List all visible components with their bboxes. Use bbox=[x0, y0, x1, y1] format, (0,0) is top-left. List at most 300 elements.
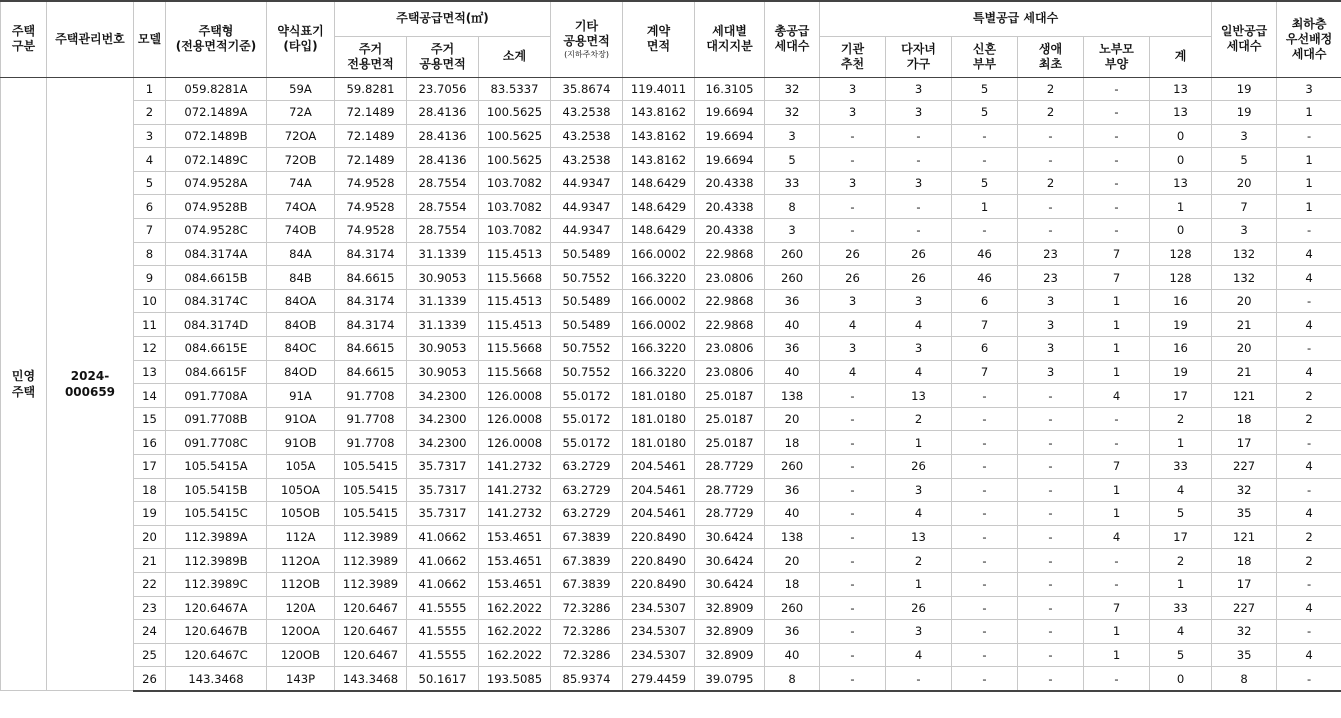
table-row bbox=[1, 195, 1341, 219]
table-cell: 20 bbox=[765, 407, 820, 431]
table-cell: 4 bbox=[1277, 643, 1341, 667]
table-cell: 1 bbox=[1084, 360, 1150, 384]
table-cell: 21 bbox=[134, 549, 166, 573]
table-cell: 19 bbox=[134, 502, 166, 526]
table-cell: 8 bbox=[1212, 667, 1277, 691]
table-cell: 23 bbox=[1018, 266, 1084, 290]
table-cell: 30.6424 bbox=[695, 572, 765, 596]
table-cell: 105OA bbox=[267, 478, 335, 502]
table-cell: 35 bbox=[1212, 502, 1277, 526]
table-row bbox=[1, 502, 1341, 526]
table-cell: 32 bbox=[765, 77, 820, 101]
table-cell: 19 bbox=[1212, 77, 1277, 101]
table-cell: 25.0187 bbox=[695, 431, 765, 455]
table-cell: 91OA bbox=[267, 407, 335, 431]
table-cell: - bbox=[1018, 148, 1084, 172]
table-cell: 30.9053 bbox=[407, 266, 479, 290]
table-cell: 103.7082 bbox=[479, 171, 551, 195]
table-cell: - bbox=[820, 667, 886, 691]
table-cell: 115.4513 bbox=[479, 242, 551, 266]
table-cell: 41.5555 bbox=[407, 620, 479, 644]
table-cell: 143P bbox=[267, 667, 335, 691]
table-row bbox=[1, 124, 1341, 148]
table-cell: - bbox=[820, 478, 886, 502]
table-cell: 67.3839 bbox=[551, 549, 623, 573]
table-cell: 3 bbox=[820, 337, 886, 361]
table-cell: 28.4136 bbox=[407, 124, 479, 148]
table-cell: 72.1489 bbox=[335, 124, 407, 148]
table-cell: 55.0172 bbox=[551, 384, 623, 408]
table-cell: 35.7317 bbox=[407, 502, 479, 526]
table-cell: 3 bbox=[820, 77, 886, 101]
table-cell: 143.3468 bbox=[335, 667, 407, 691]
table-cell: 5 bbox=[1150, 502, 1212, 526]
table-cell: 28.4136 bbox=[407, 148, 479, 172]
table-cell: - bbox=[820, 525, 886, 549]
table-cell: 20 bbox=[1212, 337, 1277, 361]
table-cell: 072.1489C bbox=[166, 148, 267, 172]
table-cell: 84.3174 bbox=[335, 313, 407, 337]
table-cell: 112.3989 bbox=[335, 525, 407, 549]
table-cell: - bbox=[820, 124, 886, 148]
table-cell: 3 bbox=[886, 77, 952, 101]
table-cell: 0 bbox=[1150, 667, 1212, 691]
table-cell: - bbox=[1084, 195, 1150, 219]
header-newlywed: 신혼 부부 bbox=[952, 36, 1018, 77]
table-cell: - bbox=[886, 148, 952, 172]
table-cell: 3 bbox=[886, 620, 952, 644]
table-cell: - bbox=[1018, 455, 1084, 479]
table-cell: 18 bbox=[765, 431, 820, 455]
table-cell: 4 bbox=[1150, 620, 1212, 644]
table-cell: 1 bbox=[1084, 313, 1150, 337]
table-cell: 120.6467 bbox=[335, 620, 407, 644]
table-cell: 20 bbox=[1212, 171, 1277, 195]
table-cell: 3 bbox=[886, 337, 952, 361]
table-cell: 105OB bbox=[267, 502, 335, 526]
table-cell: 0 bbox=[1150, 219, 1212, 243]
table-cell: 74.9528 bbox=[335, 171, 407, 195]
table-cell: 44.9347 bbox=[551, 219, 623, 243]
header-agency: 기관 추천 bbox=[820, 36, 886, 77]
table-cell: 4 bbox=[1150, 478, 1212, 502]
table-cell: 50.5489 bbox=[551, 242, 623, 266]
table-cell: 55.0172 bbox=[551, 407, 623, 431]
table-cell: 36 bbox=[765, 289, 820, 313]
table-cell: 4 bbox=[886, 360, 952, 384]
table-cell: 143.3468 bbox=[166, 667, 267, 691]
table-cell: 126.0008 bbox=[479, 384, 551, 408]
table-cell: 28.7554 bbox=[407, 219, 479, 243]
table-cell: - bbox=[952, 407, 1018, 431]
table-cell: 2 bbox=[1150, 549, 1212, 573]
table-cell: 100.5625 bbox=[479, 124, 551, 148]
table-row bbox=[1, 455, 1341, 479]
table-cell: 120.6467B bbox=[166, 620, 267, 644]
table-cell: 7 bbox=[1084, 266, 1150, 290]
table-cell: 103.7082 bbox=[479, 195, 551, 219]
table-row bbox=[1, 77, 1341, 101]
table-cell: 4 bbox=[1277, 596, 1341, 620]
table-cell: 40 bbox=[765, 502, 820, 526]
table-cell: 059.8281A bbox=[166, 77, 267, 101]
table-cell: 36 bbox=[765, 337, 820, 361]
table-cell: 74A bbox=[267, 171, 335, 195]
table-cell: - bbox=[1277, 478, 1341, 502]
table-cell: - bbox=[1084, 124, 1150, 148]
table-cell: 41.5555 bbox=[407, 596, 479, 620]
table-cell: 26 bbox=[886, 455, 952, 479]
table-cell: 112.3989C bbox=[166, 572, 267, 596]
table-cell: 16 bbox=[134, 431, 166, 455]
table-row bbox=[1, 667, 1341, 691]
table-cell: 84.3174 bbox=[335, 289, 407, 313]
table-cell: 63.2729 bbox=[551, 455, 623, 479]
table-cell: 121 bbox=[1212, 384, 1277, 408]
table-cell: 2 bbox=[886, 407, 952, 431]
table-cell: 105.5415 bbox=[335, 455, 407, 479]
table-cell: 31.1339 bbox=[407, 289, 479, 313]
table-cell: 17 bbox=[1212, 431, 1277, 455]
table-cell: 28.7554 bbox=[407, 195, 479, 219]
header-special-total: 계 bbox=[1150, 36, 1212, 77]
table-cell: 91.7708 bbox=[335, 407, 407, 431]
table-cell: 153.4651 bbox=[479, 572, 551, 596]
table-cell: 112.3989 bbox=[335, 572, 407, 596]
table-cell: 21 bbox=[1212, 360, 1277, 384]
table-cell: - bbox=[952, 502, 1018, 526]
table-cell: - bbox=[952, 431, 1018, 455]
table-cell: - bbox=[820, 643, 886, 667]
table-cell: 25.0187 bbox=[695, 384, 765, 408]
table-cell: 141.2732 bbox=[479, 478, 551, 502]
mgmt-no-cell: 2024-000659 bbox=[47, 77, 134, 691]
table-cell: - bbox=[1277, 667, 1341, 691]
table-cell: 13 bbox=[1150, 101, 1212, 125]
table-cell: 21 bbox=[1212, 313, 1277, 337]
table-cell: 74.9528 bbox=[335, 195, 407, 219]
table-cell: - bbox=[820, 502, 886, 526]
header-subtotal: 소계 bbox=[479, 36, 551, 77]
table-cell: 25 bbox=[134, 643, 166, 667]
table-cell: 3 bbox=[820, 101, 886, 125]
table-cell: 19.6694 bbox=[695, 148, 765, 172]
table-cell: 072.1489A bbox=[166, 101, 267, 125]
table-cell: 3 bbox=[1277, 77, 1341, 101]
table-cell: 074.9528B bbox=[166, 195, 267, 219]
header-special-group: 특별공급 세대수 bbox=[820, 1, 1212, 36]
table-cell: 084.6615E bbox=[166, 337, 267, 361]
table-cell: 13 bbox=[886, 384, 952, 408]
table-cell: 1 bbox=[1277, 148, 1341, 172]
table-cell: 112OA bbox=[267, 549, 335, 573]
table-cell: - bbox=[1084, 407, 1150, 431]
table-cell: 153.4651 bbox=[479, 525, 551, 549]
table-cell: 4 bbox=[1277, 502, 1341, 526]
table-cell: 3 bbox=[134, 124, 166, 148]
table-cell: 72.3286 bbox=[551, 620, 623, 644]
header-mgmt-no: 주택관리번호 bbox=[47, 1, 134, 77]
table-cell: 18 bbox=[1212, 407, 1277, 431]
table-cell: 50.7552 bbox=[551, 337, 623, 361]
table-cell: 26 bbox=[886, 596, 952, 620]
table-cell: 7 bbox=[1084, 455, 1150, 479]
table-cell: 3 bbox=[1212, 219, 1277, 243]
table-cell: 19 bbox=[1212, 101, 1277, 125]
table-cell: 105.5415A bbox=[166, 455, 267, 479]
table-cell: 227 bbox=[1212, 596, 1277, 620]
table-cell: 32.8909 bbox=[695, 596, 765, 620]
table-cell: 43.2538 bbox=[551, 148, 623, 172]
table-cell: 1 bbox=[1150, 572, 1212, 596]
table-cell: 22.9868 bbox=[695, 289, 765, 313]
table-cell: 22.9868 bbox=[695, 242, 765, 266]
table-cell: - bbox=[1277, 337, 1341, 361]
table-cell: 143.8162 bbox=[623, 148, 695, 172]
table-cell: 72A bbox=[267, 101, 335, 125]
table-cell: 50.5489 bbox=[551, 289, 623, 313]
table-cell: 85.9374 bbox=[551, 667, 623, 691]
table-cell: 1 bbox=[1150, 431, 1212, 455]
table-cell: 260 bbox=[765, 242, 820, 266]
table-cell: 234.5307 bbox=[623, 620, 695, 644]
table-cell: - bbox=[1018, 407, 1084, 431]
table-cell: 1 bbox=[952, 195, 1018, 219]
table-row bbox=[1, 313, 1341, 337]
table-row bbox=[1, 360, 1341, 384]
table-cell: 2 bbox=[1018, 77, 1084, 101]
table-cell: 126.0008 bbox=[479, 407, 551, 431]
table-cell: 74OB bbox=[267, 219, 335, 243]
table-cell: 072.1489B bbox=[166, 124, 267, 148]
table-cell: 30.9053 bbox=[407, 337, 479, 361]
table-cell: - bbox=[952, 124, 1018, 148]
table-cell: 26 bbox=[820, 242, 886, 266]
table-cell: 84OC bbox=[267, 337, 335, 361]
table-cell: 74.9528 bbox=[335, 219, 407, 243]
table-cell: 112.3989B bbox=[166, 549, 267, 573]
table-cell: 6 bbox=[134, 195, 166, 219]
table-cell: - bbox=[1018, 502, 1084, 526]
header-first-time: 생애 최초 bbox=[1018, 36, 1084, 77]
table-cell: 44.9347 bbox=[551, 171, 623, 195]
table-cell: 50.5489 bbox=[551, 313, 623, 337]
table-cell: 120A bbox=[267, 596, 335, 620]
table-row bbox=[1, 384, 1341, 408]
table-cell: 2 bbox=[1277, 549, 1341, 573]
table-cell: 0 bbox=[1150, 148, 1212, 172]
table-cell: 2 bbox=[1150, 407, 1212, 431]
table-cell: 1 bbox=[886, 572, 952, 596]
table-cell: 13 bbox=[1150, 171, 1212, 195]
table-cell: 3 bbox=[765, 124, 820, 148]
table-cell: 12 bbox=[134, 337, 166, 361]
header-elderly-parent: 노부모 부양 bbox=[1084, 36, 1150, 77]
table-cell: 1 bbox=[886, 431, 952, 455]
table-cell: 32.8909 bbox=[695, 643, 765, 667]
table-cell: 091.7708A bbox=[166, 384, 267, 408]
table-cell: 39.0795 bbox=[695, 667, 765, 691]
table-cell: 5 bbox=[952, 171, 1018, 195]
table-cell: 4 bbox=[820, 360, 886, 384]
table-cell: 35.8674 bbox=[551, 77, 623, 101]
table-cell: 3 bbox=[1212, 124, 1277, 148]
table-cell: 1 bbox=[1150, 195, 1212, 219]
table-cell: - bbox=[1277, 620, 1341, 644]
table-cell: 22.9868 bbox=[695, 313, 765, 337]
table-cell: 7 bbox=[1084, 596, 1150, 620]
table-cell: 7 bbox=[134, 219, 166, 243]
table-cell: 100.5625 bbox=[479, 148, 551, 172]
table-cell: 32 bbox=[1212, 620, 1277, 644]
table-cell: 4 bbox=[1277, 266, 1341, 290]
table-cell: 4 bbox=[886, 643, 952, 667]
table-cell: - bbox=[1018, 478, 1084, 502]
table-cell: 112OB bbox=[267, 572, 335, 596]
table-cell: 1 bbox=[1084, 502, 1150, 526]
table-cell: 3 bbox=[886, 289, 952, 313]
table-cell: 59A bbox=[267, 77, 335, 101]
table-cell: 115.5668 bbox=[479, 360, 551, 384]
header-general-supply: 일반공급 세대수 bbox=[1212, 1, 1277, 77]
table-cell: 7 bbox=[952, 360, 1018, 384]
table-cell: - bbox=[952, 525, 1018, 549]
table-cell: 166.3220 bbox=[623, 360, 695, 384]
table-cell: 41.0662 bbox=[407, 525, 479, 549]
table-cell: 84.6615 bbox=[335, 337, 407, 361]
table-cell: 20 bbox=[765, 549, 820, 573]
table-cell: 72OB bbox=[267, 148, 335, 172]
table-cell: 5 bbox=[952, 77, 1018, 101]
table-cell: 120.6467C bbox=[166, 643, 267, 667]
table-cell: 121 bbox=[1212, 525, 1277, 549]
table-cell: 5 bbox=[1150, 643, 1212, 667]
table-cell: - bbox=[886, 124, 952, 148]
table-cell: - bbox=[820, 219, 886, 243]
table-cell: 1 bbox=[1084, 478, 1150, 502]
table-cell: 22 bbox=[134, 572, 166, 596]
table-cell: 20.4338 bbox=[695, 195, 765, 219]
table-cell: - bbox=[952, 549, 1018, 573]
table-cell: 2 bbox=[1018, 171, 1084, 195]
table-cell: 26 bbox=[134, 667, 166, 691]
table-row bbox=[1, 148, 1341, 172]
table-cell: 7 bbox=[1084, 242, 1150, 266]
table-cell: 166.0002 bbox=[623, 242, 695, 266]
table-cell: 11 bbox=[134, 313, 166, 337]
table-cell: 20.4338 bbox=[695, 171, 765, 195]
header-lowest-floor: 최하층 우선배정 세대수 bbox=[1277, 1, 1341, 77]
header-excl-area: 주거 전용면적 bbox=[335, 36, 407, 77]
table-row bbox=[1, 289, 1341, 313]
table-cell: 30.6424 bbox=[695, 549, 765, 573]
table-header bbox=[1, 1, 1341, 77]
table-cell: 16 bbox=[1150, 337, 1212, 361]
table-cell: 084.3174A bbox=[166, 242, 267, 266]
table-cell: 28.7729 bbox=[695, 478, 765, 502]
header-housing-type: 주택 구분 bbox=[1, 1, 47, 77]
table-cell: 3 bbox=[886, 478, 952, 502]
table-cell: - bbox=[886, 195, 952, 219]
table-cell: 3 bbox=[886, 101, 952, 125]
table-row bbox=[1, 549, 1341, 573]
table-cell: 19 bbox=[1150, 313, 1212, 337]
table-cell: 181.0180 bbox=[623, 407, 695, 431]
table-cell: 112.3989 bbox=[335, 549, 407, 573]
table-cell: - bbox=[1084, 219, 1150, 243]
table-cell: 28.7729 bbox=[695, 502, 765, 526]
table-cell: - bbox=[886, 219, 952, 243]
table-cell: 5 bbox=[134, 171, 166, 195]
table-cell: - bbox=[820, 596, 886, 620]
table-cell: 33 bbox=[1150, 455, 1212, 479]
table-cell: 148.6429 bbox=[623, 195, 695, 219]
table-cell: 120.6467A bbox=[166, 596, 267, 620]
table-cell: 120.6467 bbox=[335, 643, 407, 667]
table-cell: 204.5461 bbox=[623, 478, 695, 502]
table-cell: - bbox=[952, 384, 1018, 408]
table-cell: 6 bbox=[952, 337, 1018, 361]
table-cell: 3 bbox=[1018, 289, 1084, 313]
table-cell: 41.0662 bbox=[407, 549, 479, 573]
table-cell: 50.7552 bbox=[551, 266, 623, 290]
table-cell: - bbox=[820, 431, 886, 455]
table-cell: 6 bbox=[952, 289, 1018, 313]
table-cell: - bbox=[952, 478, 1018, 502]
table-cell: 105.5415 bbox=[335, 502, 407, 526]
table-cell: 34.2300 bbox=[407, 407, 479, 431]
table-cell: 17 bbox=[1212, 572, 1277, 596]
table-cell: 13 bbox=[134, 360, 166, 384]
header-multi-child: 다자녀 가구 bbox=[886, 36, 952, 77]
header-contract-area: 계약 면적 bbox=[623, 1, 695, 77]
table-cell: 166.0002 bbox=[623, 313, 695, 337]
table-cell: 23.0806 bbox=[695, 266, 765, 290]
table-cell: - bbox=[1018, 195, 1084, 219]
table-cell: 40 bbox=[765, 313, 820, 337]
table-cell: 084.3174D bbox=[166, 313, 267, 337]
table-cell: 19 bbox=[1150, 360, 1212, 384]
table-cell: 14 bbox=[134, 384, 166, 408]
header-supply-area-group: 주택공급면적(㎡) bbox=[335, 1, 551, 36]
table-cell: 5 bbox=[1212, 148, 1277, 172]
table-cell: 36 bbox=[765, 620, 820, 644]
table-cell: 2 bbox=[1277, 525, 1341, 549]
table-cell: 074.9528C bbox=[166, 219, 267, 243]
table-cell: 153.4651 bbox=[479, 549, 551, 573]
table-cell: 20.4338 bbox=[695, 219, 765, 243]
table-row bbox=[1, 572, 1341, 596]
table-cell: - bbox=[1018, 525, 1084, 549]
table-cell: - bbox=[1277, 431, 1341, 455]
table-cell: 91.7708 bbox=[335, 431, 407, 455]
table-cell: 28.7729 bbox=[695, 455, 765, 479]
table-cell: 41.0662 bbox=[407, 572, 479, 596]
table-cell: 26 bbox=[886, 242, 952, 266]
table-cell: 143.8162 bbox=[623, 101, 695, 125]
table-cell: 260 bbox=[765, 596, 820, 620]
table-cell: 13 bbox=[886, 525, 952, 549]
table-cell: - bbox=[952, 667, 1018, 691]
table-cell: 23.0806 bbox=[695, 360, 765, 384]
table-cell: 1 bbox=[1277, 101, 1341, 125]
table-cell: 2 bbox=[1277, 407, 1341, 431]
table-cell: - bbox=[1018, 124, 1084, 148]
table-cell: - bbox=[952, 620, 1018, 644]
table-cell: 63.2729 bbox=[551, 502, 623, 526]
table-cell: 40 bbox=[765, 360, 820, 384]
table-cell: - bbox=[820, 455, 886, 479]
